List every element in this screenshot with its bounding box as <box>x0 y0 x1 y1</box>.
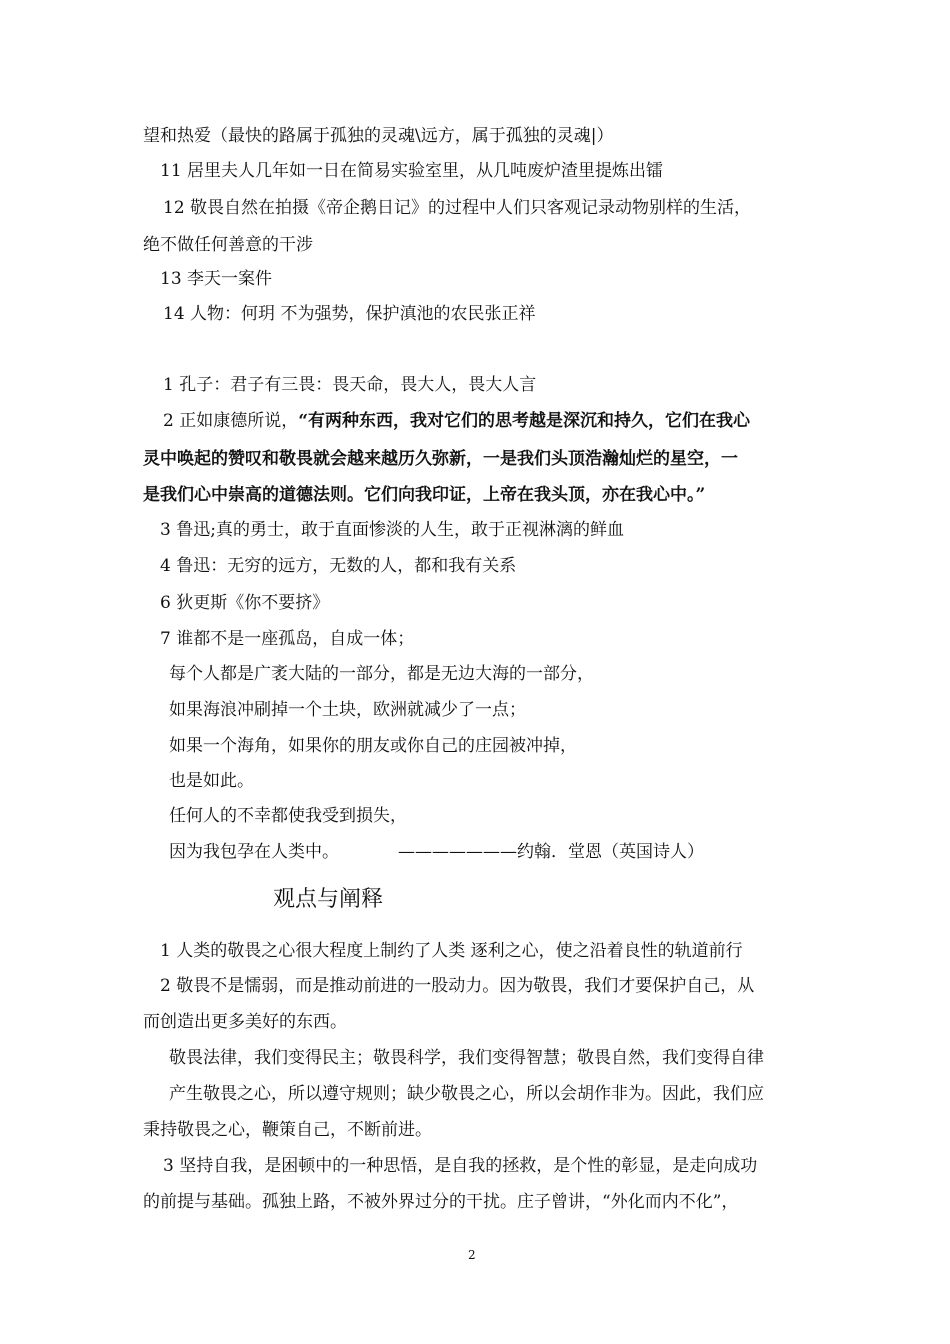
poem-line: 因为我包孕在人类中。 <box>169 842 339 862</box>
text-line: 12 敬畏自然在拍摄《帝企鹅日记》的过程中人们只客观记录动物别样的生活， <box>163 198 752 218</box>
text-line: 2 敬畏不是懦弱，而是推动前进的一股动力。因为敬畏，我们才要保护自己，从 <box>160 976 755 996</box>
quote-intro: 2 正如康德所说， <box>163 411 299 431</box>
section-heading: 观点与阐释 <box>273 887 384 912</box>
page-number: 2 <box>468 1248 476 1262</box>
text-line: 6 狄更斯《你不要挤》 <box>160 593 330 613</box>
text-line: 3 鲁迅;真的勇士，敢于直面惨淡的人生，敢于正视淋漓的鲜血 <box>160 520 624 540</box>
kant-quote-line: 是我们心中崇高的道德法则。它们向我印证，上帝在我头顶，亦在我心中。” <box>143 485 706 505</box>
poem-line: 如果一个海角，如果你的朋友或你自己的庄园被冲掉， <box>169 736 577 756</box>
text-line: 产生敬畏之心，所以遵守规则；缺少敬畏之心，所以会胡作非为。因此，我们应 <box>169 1084 764 1104</box>
text-line: 秉持敬畏之心，鞭策自己，不断前进。 <box>143 1120 432 1140</box>
text-line: 7 谁都不是一座孤岛，自成一体； <box>160 629 415 649</box>
text-line: 绝不做任何善意的干涉 <box>143 235 313 255</box>
text-line: 的前提与基础。孤独上路，不被外界过分的干扰。庄子曾讲，“外化而内不化”， <box>143 1192 739 1212</box>
text-line: 11 居里夫人几年如一日在简易实验室里，从几吨废炉渣里提炼出镭 <box>160 161 664 181</box>
kant-quote-line: 灵中唤起的赞叹和敬畏就会越来越历久弥新，一是我们头顶浩瀚灿烂的星空，一 <box>143 449 738 469</box>
text-line: 1 人类的敬畏之心很大程度上制约了人类 逐利之心，使之沿着良性的轨道前行 <box>160 941 743 961</box>
poem-line: 每个人都是广袤大陆的一部分，都是无边大海的一部分， <box>169 664 594 684</box>
text-line: 13 李天一案件 <box>160 269 273 289</box>
text-line: 4 鲁迅：无穷的远方，无数的人，都和我有关系 <box>160 556 517 576</box>
poem-line: 任何人的不幸都使我受到损失， <box>169 806 407 826</box>
text-line: 望和热爱（最快的路属于孤独的灵魂\远方，属于孤独的灵魂|） <box>143 126 614 146</box>
text-line: 而创造出更多美好的东西。 <box>143 1012 347 1032</box>
text-line: 1 孔子：君子有三畏：畏天命，畏大人，畏大人言 <box>163 375 537 395</box>
text-line: 敬畏法律，我们变得民主；敬畏科学，我们变得智慧；敬畏自然，我们变得自律 <box>169 1048 764 1068</box>
poem-attribution: ———————约翰．堂恩（英国诗人） <box>398 842 704 862</box>
text-line: 3 坚持自我，是困顿中的一种思悟，是自我的拯救，是个性的彰显，是走向成功 <box>163 1156 758 1176</box>
poem-line: 也是如此。 <box>169 771 254 791</box>
text-line: 14 人物：何玥 不为强势，保护滇池的农民张正祥 <box>163 304 536 324</box>
kant-quote: “有两种东西，我对它们的思考越是深沉和持久，它们在我心 <box>298 411 751 431</box>
poem-line: 如果海浪冲刷掉一个土块，欧洲就减少了一点； <box>169 700 526 720</box>
quote-line <box>163 410 750 432</box>
